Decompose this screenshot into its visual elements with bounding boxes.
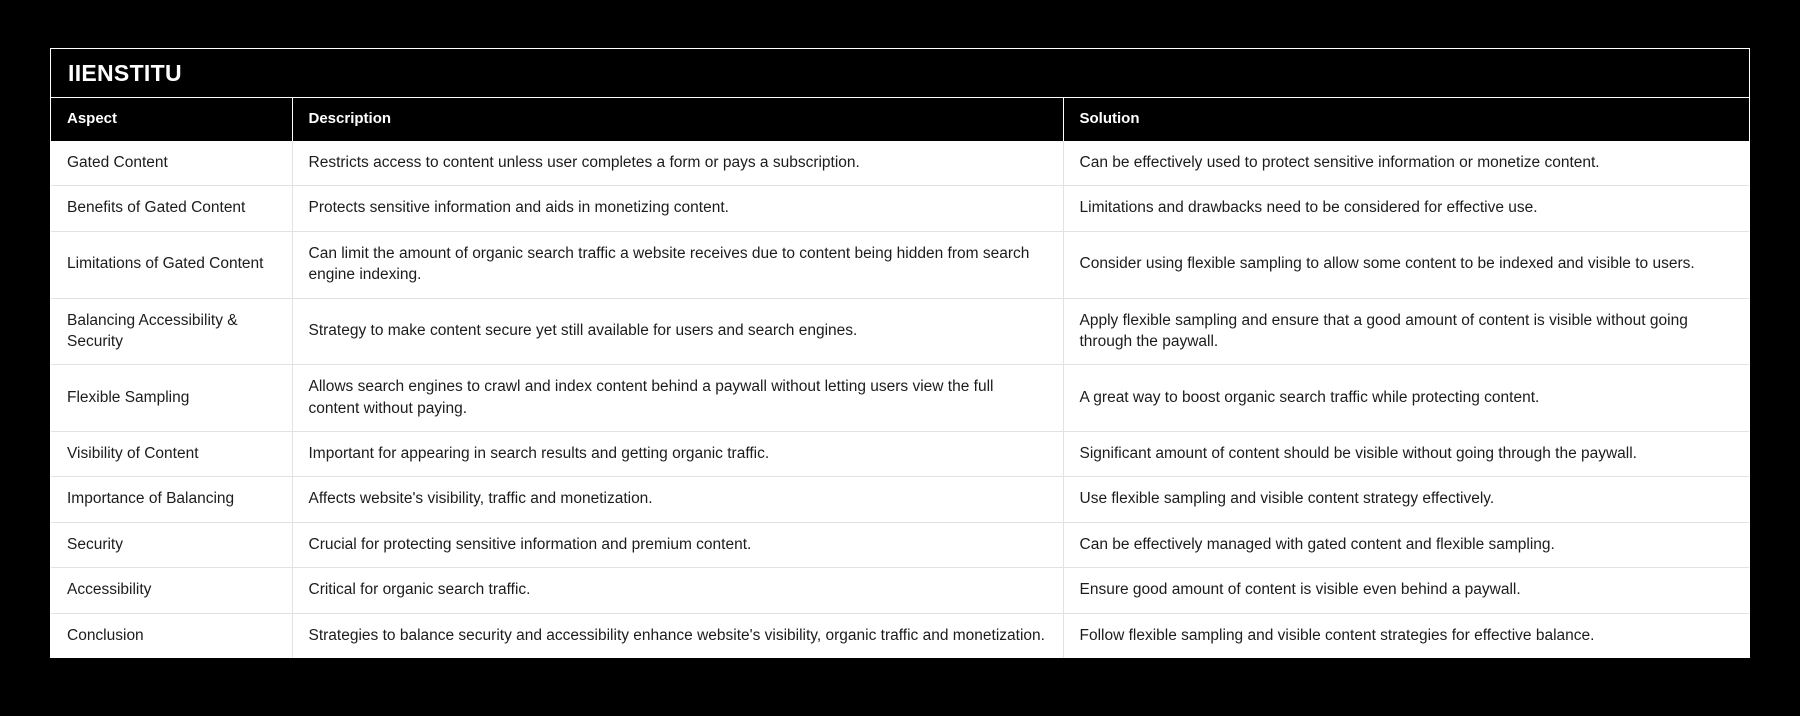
- cell-aspect: Importance of Balancing: [51, 477, 292, 522]
- table-head: [51, 98, 1750, 141]
- cell-solution: Can be effectively managed with gated content and flexible sampling.: [1063, 522, 1750, 567]
- cell-description: Affects website's visibility, traffic and monetization.: [292, 477, 1063, 522]
- table-row: [51, 186, 1750, 231]
- table-row: [51, 141, 1750, 186]
- brand-title: IIENSTITU: [68, 59, 182, 86]
- cell-description: Crucial for protecting sensitive information and premium content.: [292, 522, 1063, 567]
- cell-solution: Significant amount of content should be visible without going through the paywall.: [1063, 432, 1750, 477]
- cell-solution: Consider using flexible sampling to allow some content to be indexed and visible to users.: [1063, 231, 1750, 298]
- table-row: [51, 568, 1750, 613]
- aspects-table: [51, 98, 1750, 658]
- cell-solution: Apply flexible sampling and ensure that a good amount of content is visible without going through the paywall.: [1063, 298, 1750, 365]
- cell-aspect: Gated Content: [51, 141, 292, 186]
- column-header-aspect: Aspect: [51, 98, 292, 141]
- column-header-solution: Solution: [1079, 110, 1140, 127]
- cell-aspect: Accessibility: [51, 568, 292, 613]
- cell-description: Protects sensitive information and aids in monetizing content.: [292, 186, 1063, 231]
- column-header-description: Description: [292, 98, 1063, 141]
- cell-solution: Follow flexible sampling and visible content strategies for effective balance.: [1079, 626, 1595, 644]
- comparison-table-card: [50, 48, 1750, 658]
- cell-aspect: Conclusion: [51, 613, 292, 658]
- table-row: [51, 231, 1750, 298]
- cell-aspect: Benefits of Gated Content: [51, 186, 292, 231]
- cell-description: Restricts access to content unless user completes a form or pays a subscription.: [292, 141, 1063, 186]
- cell-aspect: Visibility of Content: [51, 432, 292, 477]
- cell-description: Important for appearing in search results and getting organic traffic.: [292, 432, 1063, 477]
- cell-description: Allows search engines to crawl and index content behind a paywall without letting users view the full content without paying.: [292, 365, 1063, 432]
- cell-aspect: Limitations of Gated Content: [51, 231, 292, 298]
- table-body: [51, 141, 1750, 658]
- cell-solution: Use flexible sampling and visible content strategy effectively.: [1063, 477, 1750, 522]
- cell-description: Strategies to balance security and accessibility enhance website's visibility, organic traffic and monetization.: [292, 613, 1063, 658]
- cell-solution: A great way to boost organic search traffic while protecting content.: [1063, 365, 1750, 432]
- table-row: [51, 365, 1750, 432]
- cell-solution: Ensure good amount of content is visible even behind a paywall.: [1063, 568, 1750, 613]
- table-row: [51, 522, 1750, 567]
- table-title-bar: [51, 49, 1749, 98]
- cell-description: Can limit the amount of organic search traffic a website receives due to content being hidden from search engine indexing.: [292, 231, 1063, 298]
- cell-aspect: Flexible Sampling: [51, 365, 292, 432]
- table-row: [51, 477, 1750, 522]
- cell-aspect: Balancing Accessibility & Security: [51, 298, 292, 365]
- cell-description: Critical for organic search traffic.: [292, 568, 1063, 613]
- table-row: [51, 432, 1750, 477]
- table-header-row: [51, 98, 1750, 141]
- cell-aspect: Security: [51, 522, 292, 567]
- cell-description: Strategy to make content secure yet still available for users and search engines.: [292, 298, 1063, 365]
- table-row: [51, 298, 1750, 365]
- cell-solution: Can be effectively used to protect sensitive information or monetize content.: [1063, 141, 1750, 186]
- cell-solution: Limitations and drawbacks need to be considered for effective use.: [1063, 186, 1750, 231]
- table-row: [51, 613, 1750, 658]
